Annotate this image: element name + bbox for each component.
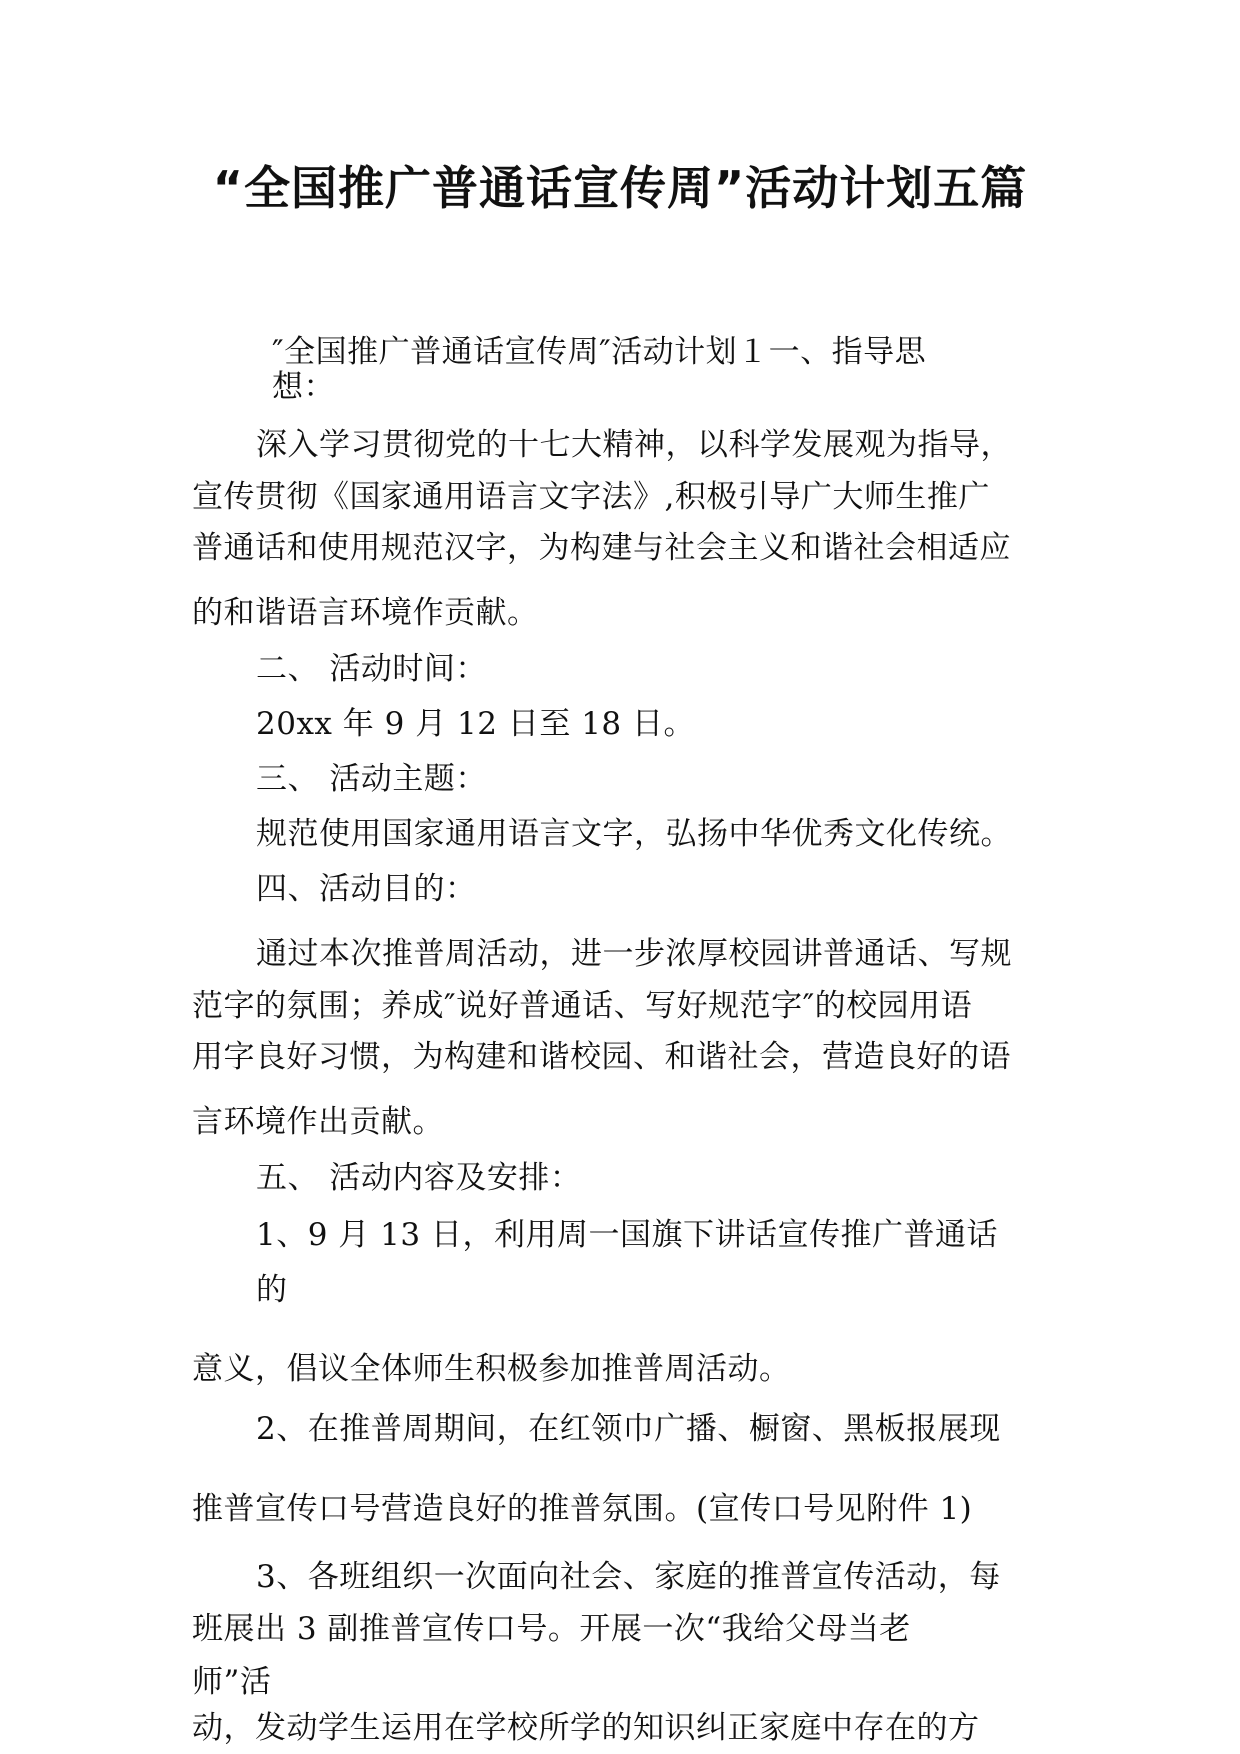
text-line: 动，发动学生运用在学校所学的知识纠正家庭中存在的方 <box>192 1710 980 1746</box>
text-line: 2、在推普周期间，在红领巾广播、橱窗、黑板报展现 <box>256 1411 1001 1447</box>
text-line: ″全国推广普通话宣传周″活动计划１一、指导思 <box>272 334 927 370</box>
text-line: 深入学习贯彻党的十七大精神，以科学发展观为指导， <box>256 427 1012 463</box>
text-line: 宣传贯彻《国家通用语言文字法》,积极引导广大师生推广 <box>192 479 990 515</box>
document-title: “全国推广普通话宣传周”活动计划五篇 <box>212 161 1028 215</box>
text-line: 20xx 年 9 月 12 日至 18 日。 <box>256 706 696 742</box>
text-line: 想： <box>272 369 335 405</box>
text-line: 三、 活动主题： <box>256 761 487 797</box>
text-line: 规范使用国家通用语言文字，弘扬中华优秀文化传统。 <box>256 816 1012 852</box>
text-line: 师”活 <box>192 1664 272 1700</box>
text-line: 用字良好习惯，为构建和谐校园、和谐社会，营造良好的语 <box>192 1039 1011 1075</box>
text-line: 的和谐语言环境作贡献。 <box>192 595 539 631</box>
text-line: 五、 活动内容及安排： <box>256 1160 582 1196</box>
text-line: 言环境作出贡献。 <box>192 1104 444 1140</box>
text-line: 通过本次推普周活动，进一步浓厚校园讲普通话、写规 <box>256 936 1012 972</box>
text-line: 四、活动目的： <box>256 871 477 907</box>
text-line: 推普宣传口号营造良好的推普氛围。(宣传口号见附件 1) <box>192 1491 973 1527</box>
text-line: 的 <box>256 1272 288 1308</box>
text-line: 班展出 3 副推普宣传口号。开展一次“我给父母当老 <box>192 1611 911 1647</box>
text-line: 范字的氛围；养成″说好普通话、写好规范字″的校园用语 <box>192 988 973 1024</box>
text-line: 二、 活动时间： <box>256 651 487 687</box>
text-line: 3、各班组织一次面向社会、家庭的推普宣传活动，每 <box>256 1559 1001 1595</box>
text-line: 1、9 月 13 日，利用周一国旗下讲话宣传推广普通话 <box>256 1217 998 1253</box>
text-line: 意义，倡议全体师生积极参加推普周活动。 <box>192 1351 791 1387</box>
text-line: 普通话和使用规范汉字，为构建与社会主义和谐社会相适应 <box>192 530 1011 566</box>
